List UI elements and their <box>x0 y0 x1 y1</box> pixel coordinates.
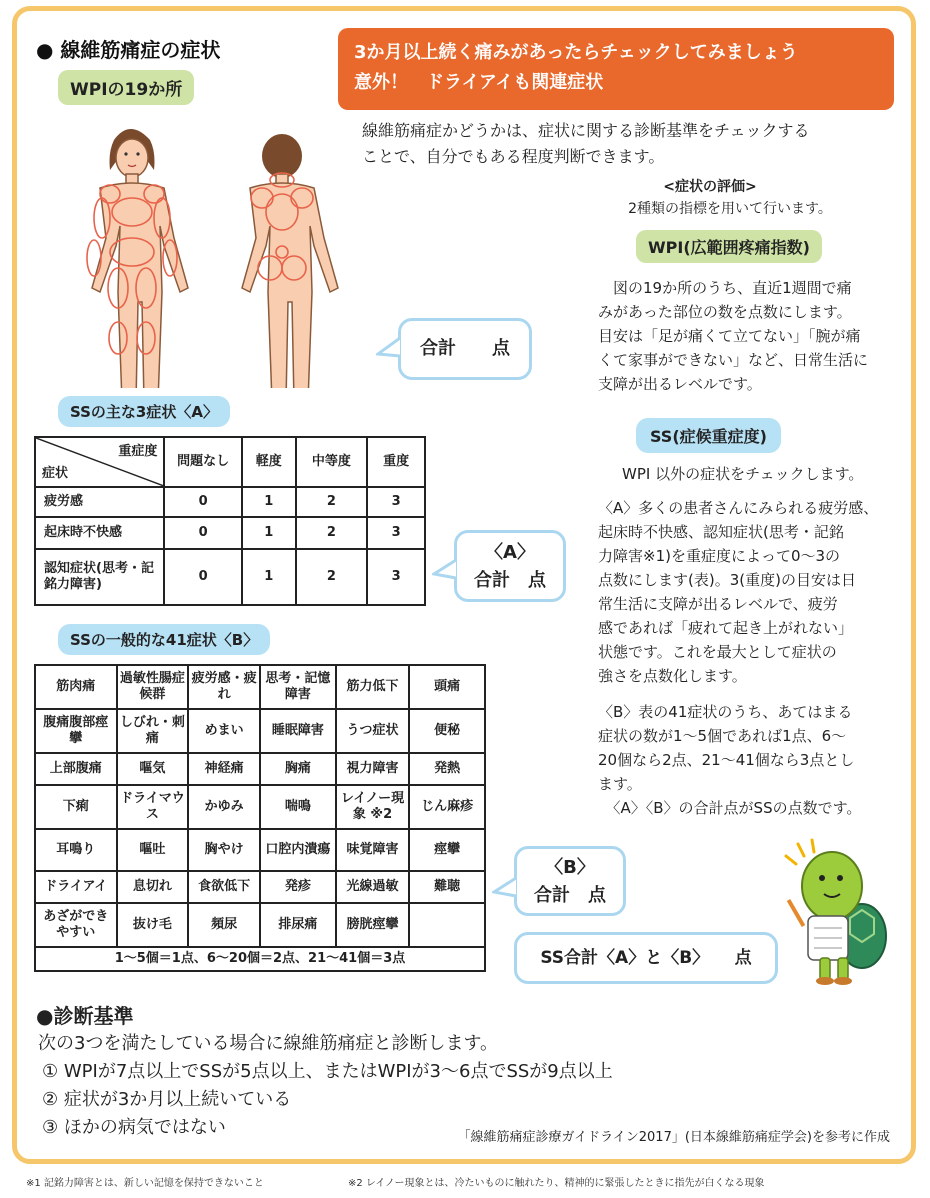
score-cell: 0 <box>164 487 242 517</box>
ss-a-text <box>598 496 878 688</box>
symptom-cell: 思考・記憶障害 <box>260 665 336 709</box>
table-a-header: 軽度 <box>242 437 296 487</box>
symptom-cell: 味覚障害 <box>336 829 410 871</box>
ss-a-line: 〈A〉多くの患者さんにみられる疲労感、 <box>598 499 879 517</box>
table-a <box>34 436 426 606</box>
wpi-text-line: くて家事ができない」など、日常生活に <box>598 351 869 369</box>
symptom-cell: 疲労感・疲れ <box>188 665 260 709</box>
score-cell: 2 <box>296 549 368 605</box>
table-b-label: SSの一般的な41症状〈B〉 <box>58 624 270 655</box>
heading-bullet: ● <box>36 38 54 62</box>
symptom-cell: 難聴 <box>409 871 485 903</box>
page-heading <box>36 34 220 63</box>
a-score-bubble <box>454 530 566 602</box>
evaluation-subtitle: 2種類の指標を用いて行います。 <box>628 201 832 217</box>
symptom-cell: ドライアイ <box>35 871 117 903</box>
symptom-cell: めまい <box>188 709 260 753</box>
table-row <box>35 487 425 517</box>
wpi-figure-label: WPIの19か所 <box>58 70 194 105</box>
criteria-item: ③ ほかの病気ではない <box>42 1117 226 1138</box>
criteria-item: ② 症状が3か月以上続いている <box>42 1089 292 1110</box>
symptom-cell: うつ症状 <box>336 709 410 753</box>
wpi-score-text: 合計 点 <box>420 338 510 359</box>
a-bubble-tail <box>432 558 458 582</box>
ss-b-line: 〈B〉表の41症状のうち、あてはまる <box>598 703 853 721</box>
wpi-text-line: 目安は「足が痛くて立てない」「腕が痛 <box>598 327 861 345</box>
symptom-cell: 下痢 <box>35 785 117 829</box>
body-figures-illustration <box>70 118 350 388</box>
ss-a-line: 起床時不快感、認知症状(思考・記銘 <box>598 523 844 541</box>
symptom-cell: 腹痛腹部痙攣 <box>35 709 117 753</box>
table-row <box>35 549 425 605</box>
score-cell: 3 <box>367 517 425 549</box>
ss-a-line: 感であれば「疲れて起き上がれない」 <box>598 619 854 637</box>
symptom-cell: 睡眠障害 <box>260 709 336 753</box>
symptom-cell: レイノー現象 ※2 <box>336 785 410 829</box>
ss-b-line: 20個なら2点、21～41個なら3点とし <box>598 751 855 769</box>
table-a-header: 中等度 <box>296 437 368 487</box>
symptom-cell: 光線過敏 <box>336 871 410 903</box>
banner-line-1: 3か月以上続く痛みがあったらチェックしてみましょう <box>354 42 798 63</box>
symptom-name: 認知症状(思考・記銘力障害) <box>35 549 164 605</box>
ss-a-line: 常生活に支障が出るレベルで、疲労 <box>598 595 838 613</box>
wpi-text-line: 支障が出るレベルです。 <box>598 375 762 393</box>
ss-a-line: 点数にします(表)。3(重度)の目安は日 <box>598 571 856 589</box>
table-row <box>35 709 485 753</box>
headline-banner <box>338 28 894 110</box>
back-body-figure <box>242 134 338 388</box>
symptom-cell: 胸痛 <box>260 753 336 785</box>
score-cell: 2 <box>296 487 368 517</box>
wpi-score-bubble <box>398 318 532 380</box>
table-row <box>35 903 485 947</box>
symptom-cell: 喘鳴 <box>260 785 336 829</box>
wpi-text-line: みがあった部位の数を点数にします。 <box>598 303 852 321</box>
symptom-cell: 過敏性腸症候群 <box>117 665 189 709</box>
table-row <box>35 753 485 785</box>
score-cell: 1 <box>242 517 296 549</box>
table-row <box>35 829 485 871</box>
ss-a-line: 状態です。これを最大として症状の <box>598 643 837 661</box>
table-b-footer: 1～5個＝1点、6～20個＝2点、21～41個＝3点 <box>35 947 485 971</box>
symptom-cell: 膀胱痙攣 <box>336 903 410 947</box>
symptom-cell: 上部腹痛 <box>35 753 117 785</box>
intro-line: ことで、自分でもある程度判断できます。 <box>362 147 665 166</box>
ss-b-text <box>598 700 861 820</box>
ss-b-line: 〈A〉〈B〉の合計点がSSの点数です。 <box>598 799 862 817</box>
ss-b-line: 症状の数が1～5個であれば1点、6～ <box>598 727 847 745</box>
a-bubble-score: 合計 点 <box>474 570 546 591</box>
ss-b-line: ます。 <box>598 775 642 793</box>
symptom-cell: かゆみ <box>188 785 260 829</box>
wpi-section-label: WPI(広範囲疼痛指数) <box>636 230 822 263</box>
symptom-name: 疲労感 <box>35 487 164 517</box>
symptom-cell: しびれ・刺痛 <box>117 709 189 753</box>
corner-top-label: 重症度 <box>118 444 158 459</box>
symptom-cell: 耳鳴り <box>35 829 117 871</box>
symptom-cell: 発疹 <box>260 871 336 903</box>
table-a-corner <box>35 437 164 487</box>
wpi-text-line: 図の19か所のうち、直近1週間で痛 <box>598 279 852 297</box>
table-row <box>35 785 485 829</box>
b-bubble-title: 〈B〉 <box>545 857 595 878</box>
ss-a-line: 強さを点数化します。 <box>598 667 747 685</box>
score-cell: 1 <box>242 549 296 605</box>
intro-text <box>362 118 810 170</box>
intro-line: 線維筋痛症かどうかは、症状に関する診断基準をチェックする <box>362 121 810 140</box>
ss-lead-text: WPI 以外の症状をチェックします。 <box>622 465 864 483</box>
heading-title: 線維筋痛症の症状 <box>60 38 221 62</box>
symptom-cell: 痙攣 <box>409 829 485 871</box>
symptom-cell: あざができやすい <box>35 903 117 947</box>
symptom-cell: じん麻疹 <box>409 785 485 829</box>
score-cell: 3 <box>367 487 425 517</box>
symptom-cell: 頻尿 <box>188 903 260 947</box>
wpi-section-text <box>598 276 868 396</box>
footnote-1: ※1 記銘力障害とは、新しい記憶を保持できないこと <box>26 1178 264 1189</box>
footnote-2: ※2 レイノー現象とは、冷たいものに触れたり、精神的に緊張したときに指先が白くなる現象 <box>348 1178 765 1189</box>
a-bubble-title: 〈A〉 <box>485 542 535 563</box>
symptom-cell: 息切れ <box>117 871 189 903</box>
symptom-cell: 便秘 <box>409 709 485 753</box>
wpi-bubble-tail <box>376 336 402 360</box>
diagnosis-title: ●診断基準 <box>36 1004 134 1028</box>
front-body-figure <box>87 129 188 388</box>
table-a-label: SSの主な3症状〈A〉 <box>58 396 230 427</box>
score-cell: 0 <box>164 549 242 605</box>
symptom-cell: 口腔内潰瘍 <box>260 829 336 871</box>
source-citation: 「線維筋痛症診療ガイドライン2017」(日本線維筋痛症学会)を参考に作成 <box>457 1130 890 1145</box>
symptom-cell: 神経痛 <box>188 753 260 785</box>
table-row <box>35 871 485 903</box>
symptom-cell: 頭痛 <box>409 665 485 709</box>
criteria-item: ① WPIが7点以上でSSが5点以上、またはWPIが3～6点でSSが9点以上 <box>42 1061 613 1082</box>
ss-total-text: SS合計〈A〉と〈B〉 点 <box>540 948 752 968</box>
table-a-header: 重度 <box>367 437 425 487</box>
symptom-cell: 抜け毛 <box>117 903 189 947</box>
symptom-cell: 嘔吐 <box>117 829 189 871</box>
score-cell: 3 <box>367 549 425 605</box>
b-score-bubble <box>514 846 626 916</box>
ss-section-label: SS(症候重症度) <box>636 418 781 453</box>
table-row <box>35 665 485 709</box>
score-cell: 1 <box>242 487 296 517</box>
symptom-name: 起床時不快感 <box>35 517 164 549</box>
table-row <box>35 517 425 549</box>
banner-line-2: 意外！ ドライアイも関連症状 <box>354 72 604 93</box>
table-a-header: 問題なし <box>164 437 242 487</box>
turtle-mascot-illustration <box>780 838 900 986</box>
diagnosis-lead: 次の3つを満たしている場合に線維筋痛症と診断します。 <box>38 1033 499 1054</box>
b-bubble-tail <box>492 876 518 900</box>
score-cell: 2 <box>296 517 368 549</box>
symptom-cell: 筋力低下 <box>336 665 410 709</box>
evaluation-title: <症状の評価> <box>663 179 757 195</box>
ss-a-line: 力障害※1)を重症度によって0～3の <box>598 547 841 565</box>
symptom-cell: 筋肉痛 <box>35 665 117 709</box>
symptom-cell <box>409 903 485 947</box>
symptom-cell: 嘔気 <box>117 753 189 785</box>
table-b <box>34 664 486 972</box>
symptom-cell: 排尿痛 <box>260 903 336 947</box>
symptom-cell: 視力障害 <box>336 753 410 785</box>
symptom-cell: 胸やけ <box>188 829 260 871</box>
b-bubble-score: 合計 点 <box>534 885 606 906</box>
corner-bottom-label: 症状 <box>42 466 69 481</box>
ss-total-box <box>514 932 778 984</box>
symptom-cell: 食欲低下 <box>188 871 260 903</box>
symptom-cell: ドライマウス <box>117 785 189 829</box>
score-cell: 0 <box>164 517 242 549</box>
symptom-cell: 発熱 <box>409 753 485 785</box>
